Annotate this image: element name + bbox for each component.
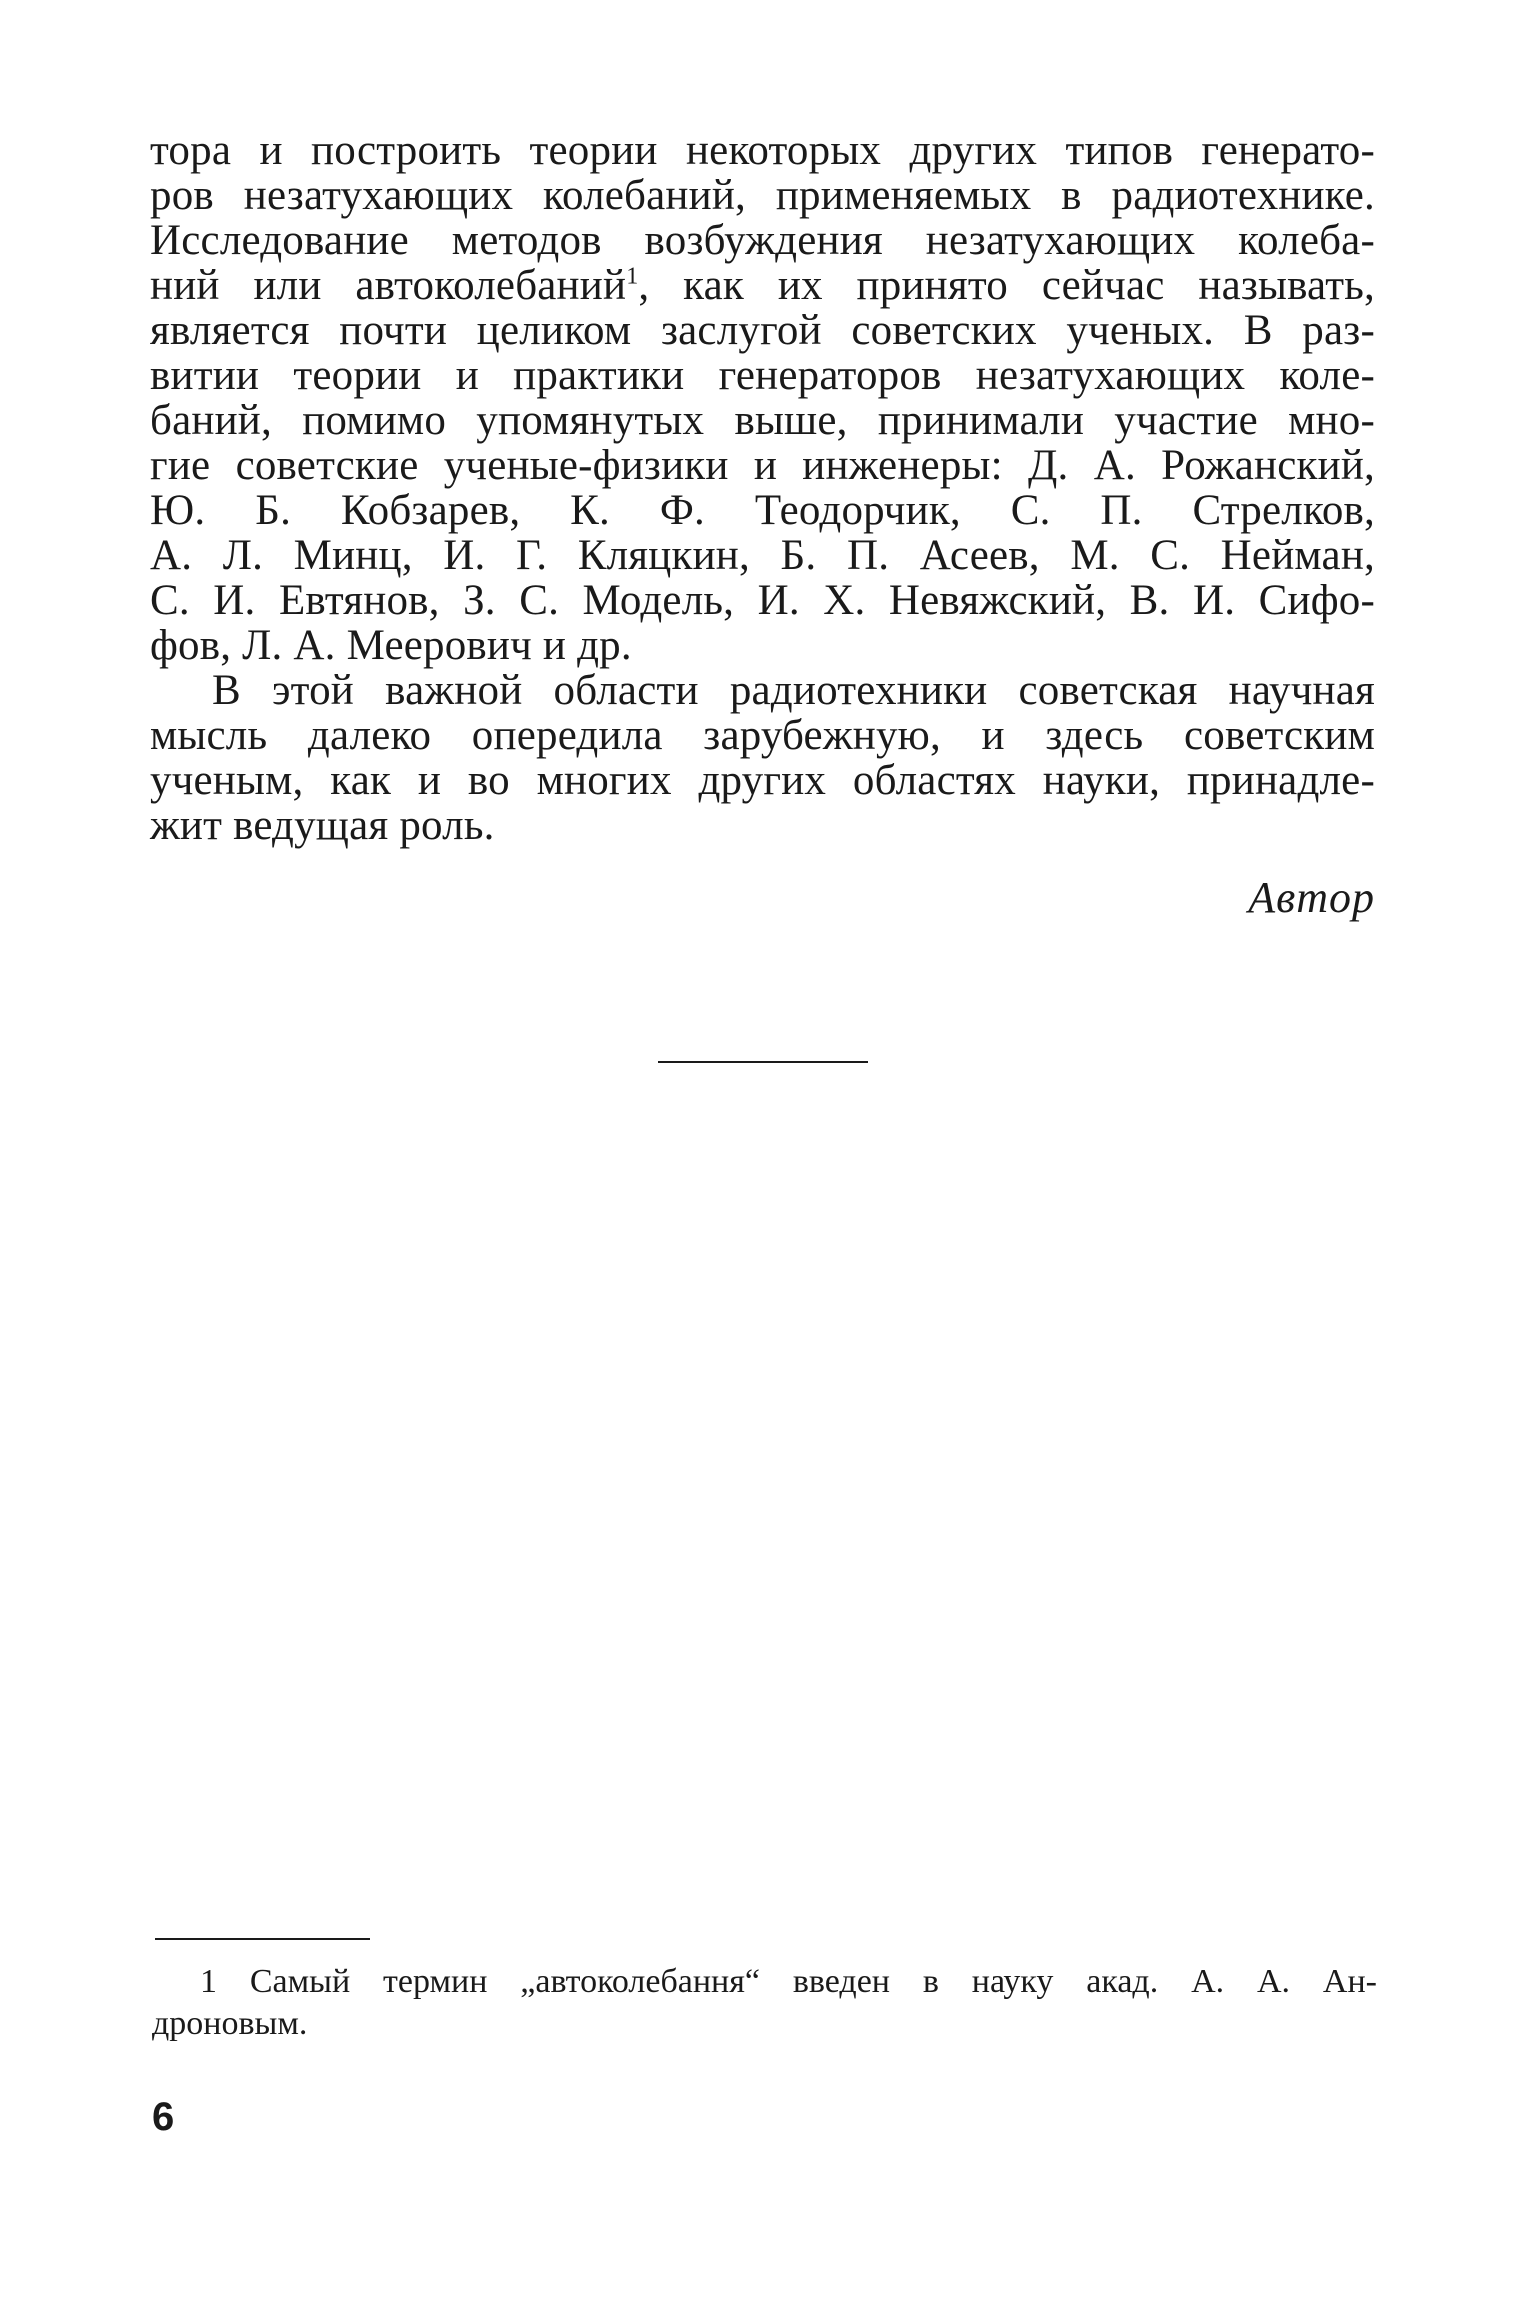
- footnote-reference: 1: [626, 263, 639, 290]
- text-line: жит ведущая роль.: [150, 802, 495, 849]
- author-signature: Автор: [1248, 873, 1375, 922]
- page-number: 6: [152, 2095, 175, 2139]
- footnote-text: Самый термин „автоколебання“ введен в науку акад. А. А. Ан-: [217, 1963, 1377, 2000]
- text-line-with-footnote-ref: [150, 263, 1375, 308]
- section-divider: [658, 1061, 868, 1063]
- text-line: Исследование методов возбуждения незатухающих колеба-: [150, 217, 1375, 264]
- text-line: гие советские ученые-физики и инженеры: Д. А. Рожанский,: [150, 442, 1375, 489]
- text-line: В этой важной области радиотехники советская научная: [212, 667, 1375, 714]
- text-line: фов, Л. А. Меерович и др.: [150, 622, 632, 669]
- text-segment: , как их принято сейчас называть,: [638, 262, 1375, 309]
- footnote-marker: 1: [200, 1963, 217, 2000]
- footnote-line: [152, 1961, 1377, 2003]
- text-line: ученым, как и во многих других областях науки, принадле-: [150, 757, 1375, 804]
- footnote-line: дроновым.: [152, 2005, 308, 2042]
- text-line: А. Л. Минц, И. Г. Кляцкин, Б. П. Асеев, М. С. Нейман,: [150, 532, 1375, 579]
- text-line: витии теории и практики генераторов незатухающих коле-: [150, 352, 1375, 399]
- text-segment: ний или автоколебаний: [150, 262, 627, 309]
- text-line: Ю. Б. Кобзарев, К. Ф. Теодорчик, С. П. Стрелков,: [150, 487, 1375, 534]
- footnote: [152, 1961, 1377, 2045]
- text-line: баний, помимо упомянутых выше, принимали участие мно-: [150, 397, 1375, 444]
- footnote-rule: [155, 1938, 370, 1940]
- text-line: С. И. Евтянов, З. С. Модель, И. Х. Невяжский, В. И. Сифо-: [150, 577, 1375, 624]
- body-text: [150, 128, 1375, 848]
- text-line: тора и построить теории некоторых других типов генерато-: [150, 127, 1375, 174]
- text-line: является почти целиком заслугой советских ученых. В раз-: [150, 307, 1375, 354]
- text-line: мысль далеко опередила зарубежную, и здесь советским: [150, 712, 1375, 759]
- text-line: ров незатухающих колебаний, применяемых в радиотехнике.: [150, 172, 1375, 219]
